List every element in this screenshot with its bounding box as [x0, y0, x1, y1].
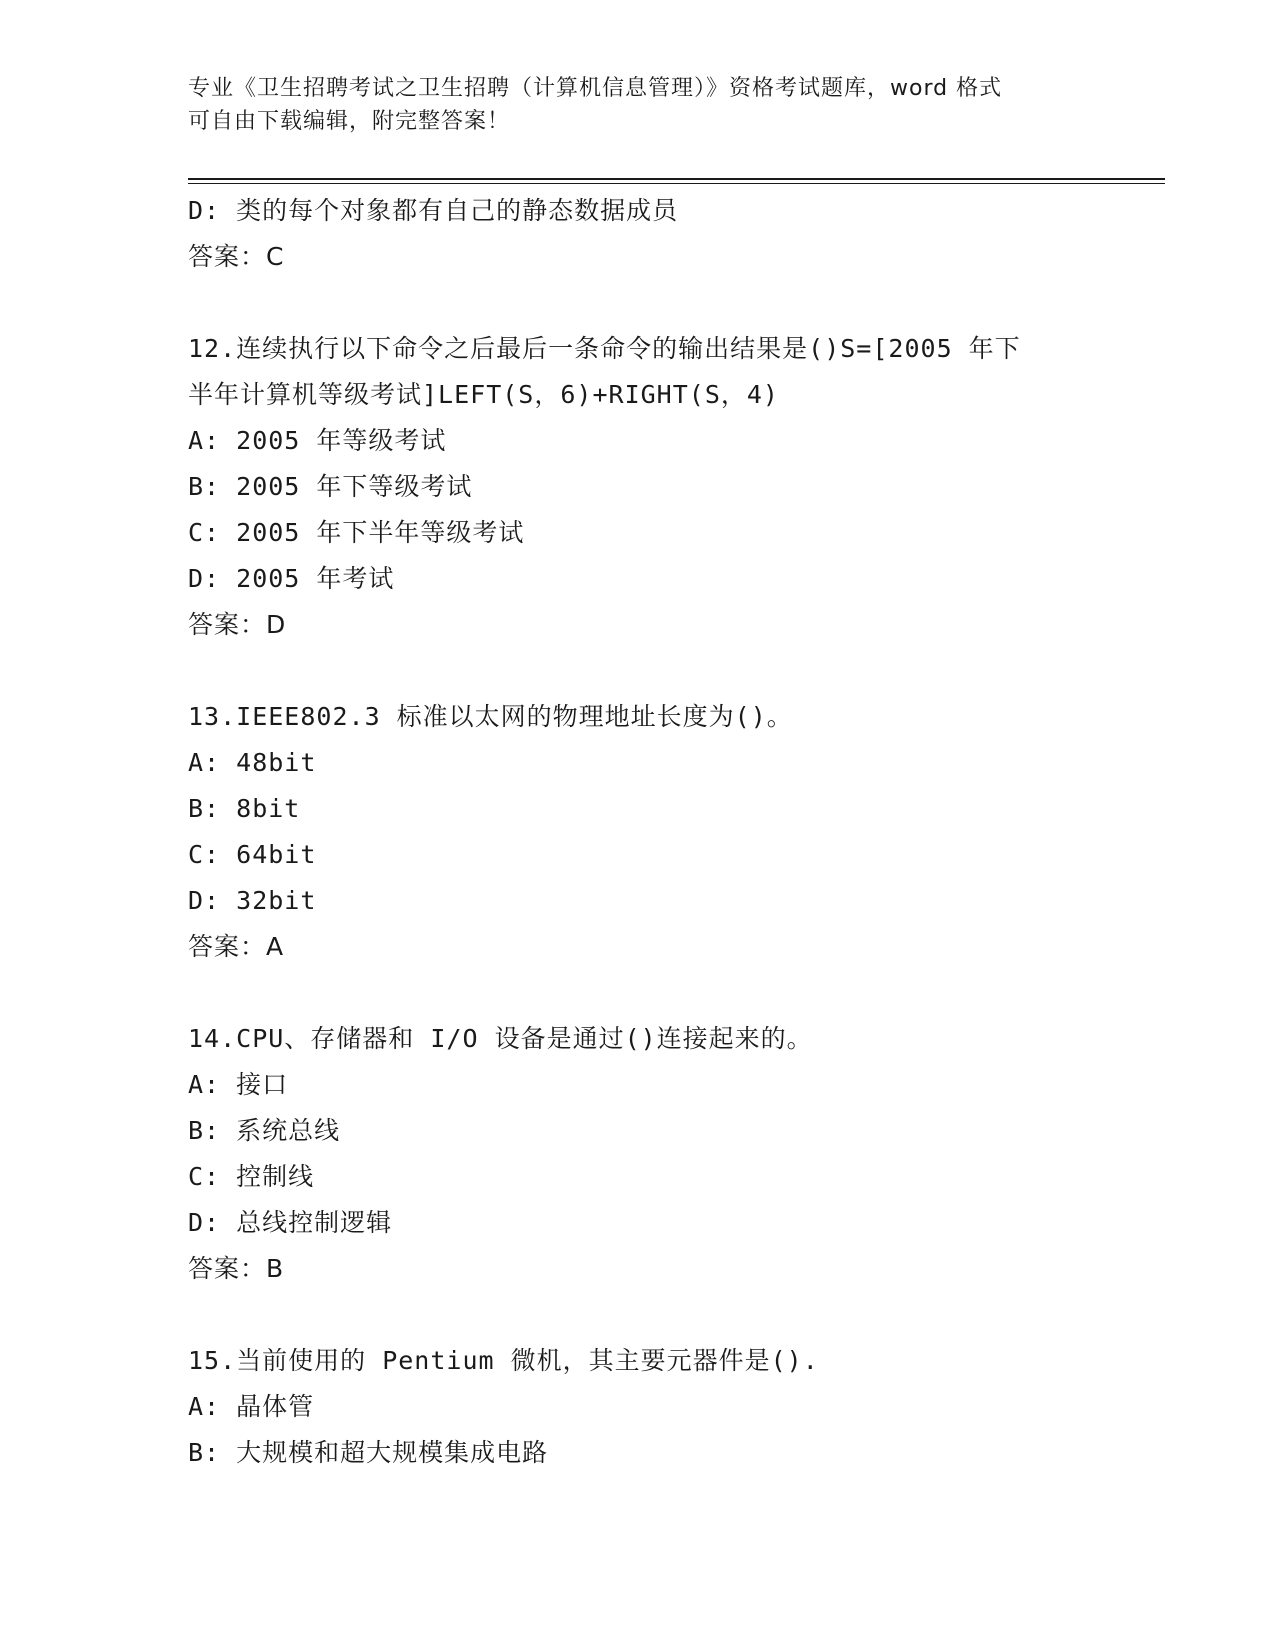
question-block-prev [188, 188, 1088, 280]
option-b: B: 系统总线 [188, 1116, 341, 1145]
answer-line: 答案：D [188, 610, 287, 639]
question-stem: 15.当前使用的 Pentium 微机，其主要元器件是(). [188, 1346, 819, 1375]
question-stem-continued: 半年计算机等级考试]LEFT(S，6)+RIGHT(S，4) [188, 380, 779, 409]
question-block-13 [188, 694, 1088, 970]
option-d: D: 类的每个对象都有自己的静态数据成员 [188, 196, 679, 225]
document-header [188, 72, 1068, 138]
question-stem: 13.IEEE802.3 标准以太网的物理地址长度为()。 [188, 702, 793, 731]
option-d: D: 2005 年考试 [188, 564, 395, 593]
answer-line: 答案：A [188, 932, 285, 961]
header-divider-thin [188, 183, 1165, 184]
question-list [188, 188, 1088, 1476]
option-a: A: 接口 [188, 1070, 289, 1099]
question-block-14 [188, 1016, 1088, 1292]
header-line-2: 可自由下载编辑，附完整答案！ [188, 109, 511, 134]
option-a: A: 晶体管 [188, 1392, 315, 1421]
option-c: C: 控制线 [188, 1162, 315, 1191]
spacer [188, 1292, 1088, 1338]
header-line-1: 专业《卫生招聘考试之卫生招聘（计算机信息管理）》资格考试题库，word 格式 [188, 76, 1003, 101]
option-b: B: 8bit [188, 794, 301, 823]
option-c: C: 64bit [188, 840, 317, 869]
option-b: B: 2005 年下等级考试 [188, 472, 473, 501]
spacer [188, 280, 1088, 326]
question-block-12 [188, 326, 1088, 648]
option-d: D: 总线控制逻辑 [188, 1208, 393, 1237]
question-stem: 12.连续执行以下命令之后最后一条命令的输出结果是()S=[2005 年下 [188, 334, 1021, 363]
question-block-15 [188, 1338, 1088, 1476]
option-c: C: 2005 年下半年等级考试 [188, 518, 525, 547]
spacer [188, 648, 1088, 694]
spacer [188, 970, 1088, 1016]
question-stem: 14.CPU、存储器和 I/O 设备是通过()连接起来的。 [188, 1024, 813, 1053]
answer-line: 答案：B [188, 1254, 285, 1283]
header-divider-thick [188, 178, 1165, 180]
answer-line: 答案：C [188, 242, 285, 271]
option-a: A: 2005 年等级考试 [188, 426, 447, 455]
option-a: A: 48bit [188, 748, 317, 777]
option-d: D: 32bit [188, 886, 317, 915]
option-b: B: 大规模和超大规模集成电路 [188, 1438, 549, 1467]
